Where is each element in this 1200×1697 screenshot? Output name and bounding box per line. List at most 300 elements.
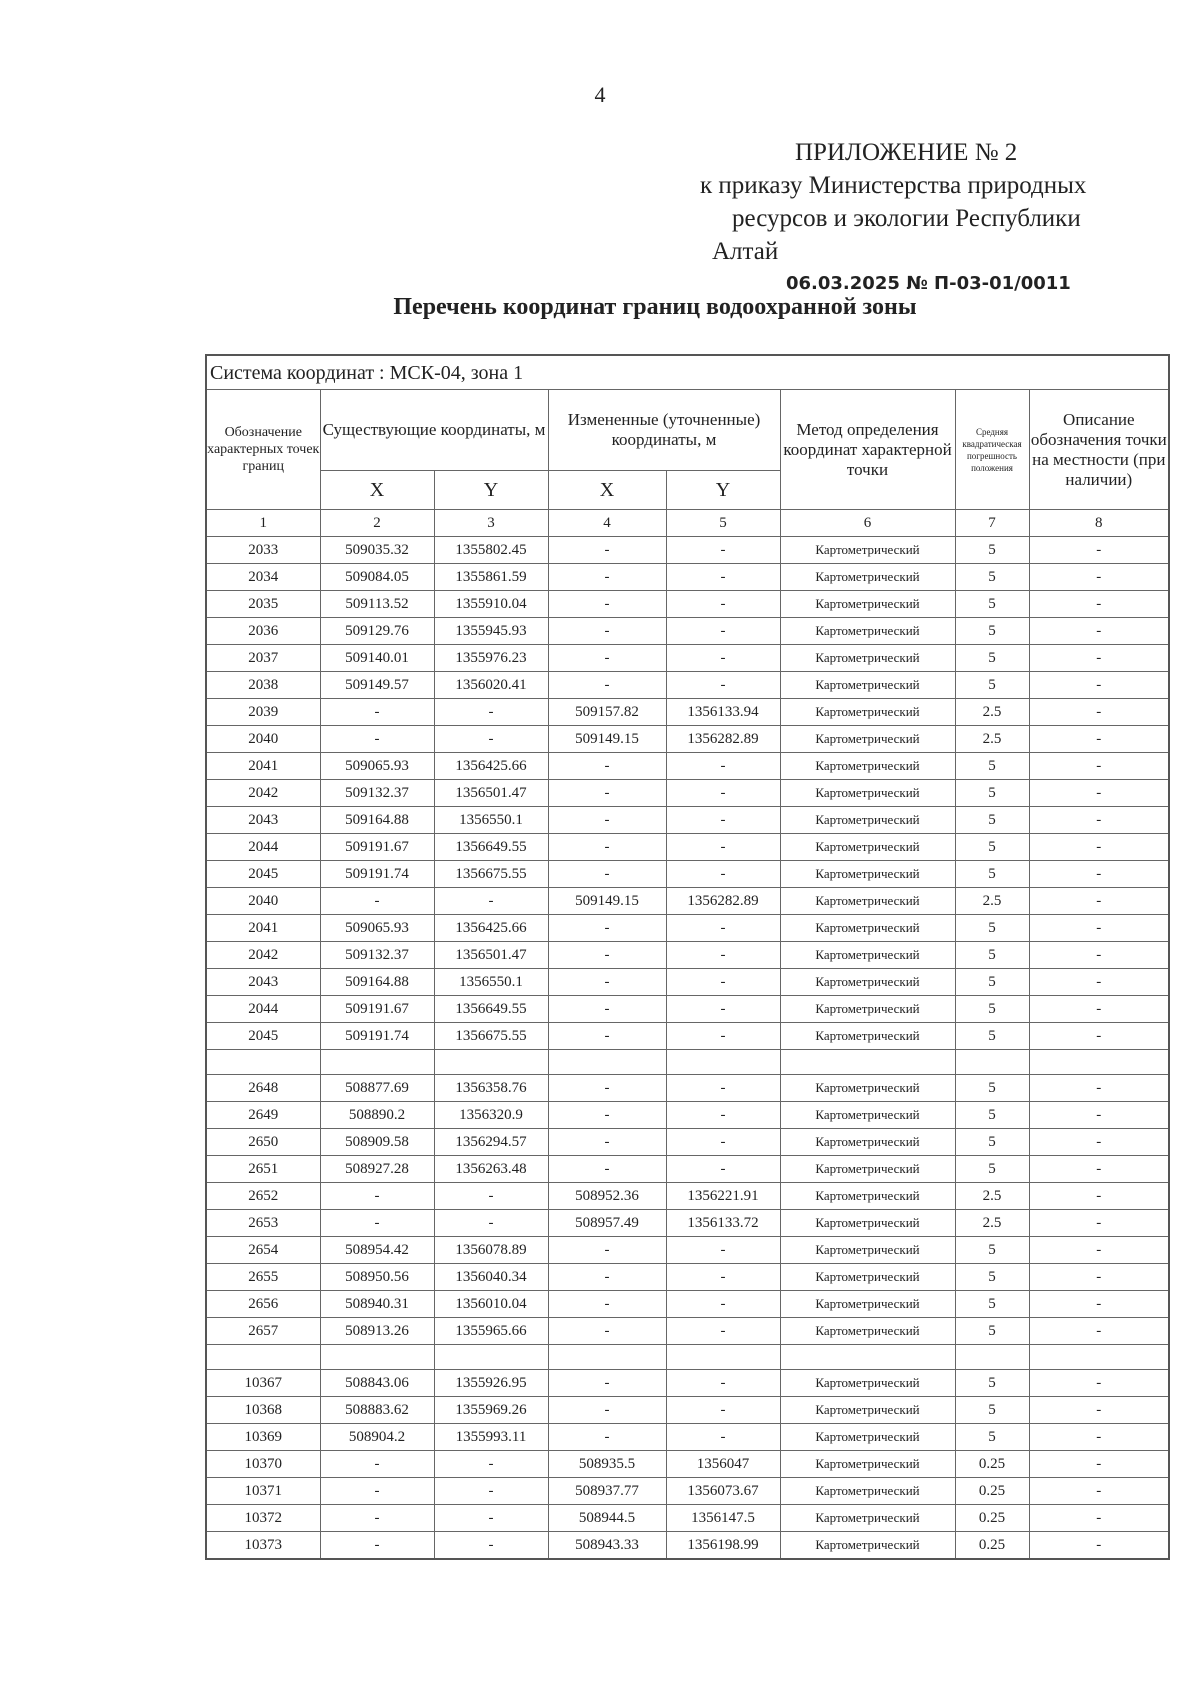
cell-changed-x — [548, 1050, 666, 1075]
cell-changed-y: - — [666, 969, 780, 996]
cell-accuracy: 5 — [955, 753, 1029, 780]
cell-existing-x: 509132.37 — [320, 942, 434, 969]
cell-point-id: 2037 — [206, 645, 320, 672]
cell-changed-y: - — [666, 1291, 780, 1318]
table-row — [206, 969, 1169, 996]
cell-existing-y: 1355910.04 — [434, 591, 548, 618]
table-row — [206, 1478, 1169, 1505]
cell-accuracy: 5 — [955, 1318, 1029, 1345]
cell-existing-y: 1356649.55 — [434, 996, 548, 1023]
cell-method: Картометрический — [780, 888, 955, 915]
cell-changed-y: - — [666, 1370, 780, 1397]
cell-accuracy: 5 — [955, 780, 1029, 807]
cell-accuracy: 5 — [955, 1237, 1029, 1264]
cell-existing-y: 1356425.66 — [434, 753, 548, 780]
table-row — [206, 1183, 1169, 1210]
cell-method: Картометрический — [780, 537, 955, 564]
cell-changed-y: - — [666, 1318, 780, 1345]
cell-accuracy: 2.5 — [955, 888, 1029, 915]
cell-description: - — [1029, 672, 1169, 699]
cell-existing-x: 509084.05 — [320, 564, 434, 591]
cell-description: - — [1029, 1183, 1169, 1210]
cell-method: Картометрический — [780, 1291, 955, 1318]
cell-description: - — [1029, 699, 1169, 726]
cell-existing-x: 508950.56 — [320, 1264, 434, 1291]
cell-method: Картометрический — [780, 915, 955, 942]
cell-description: - — [1029, 1102, 1169, 1129]
header-row — [206, 390, 1169, 471]
cell-method — [780, 1050, 955, 1075]
cell-changed-y: - — [666, 807, 780, 834]
cell-existing-x: 508890.2 — [320, 1102, 434, 1129]
cell-description: - — [1029, 1023, 1169, 1050]
cell-point-id: 2038 — [206, 672, 320, 699]
cell-existing-x: 509132.37 — [320, 780, 434, 807]
order-reference: 06.03.2025 № П-03-01/0011 — [786, 273, 1071, 294]
cell-existing-y: - — [434, 1478, 548, 1505]
cell-existing-x: 509065.93 — [320, 753, 434, 780]
cell-description — [1029, 1345, 1169, 1370]
cell-description: - — [1029, 645, 1169, 672]
cell-existing-x: 509191.74 — [320, 861, 434, 888]
cell-existing-y: 1355965.66 — [434, 1318, 548, 1345]
page-number: 4 — [594, 82, 606, 107]
header-existing-x: X — [320, 471, 434, 510]
cell-changed-x: - — [548, 807, 666, 834]
cell-method: Картометрический — [780, 1075, 955, 1102]
cell-existing-x: 509149.57 — [320, 672, 434, 699]
cell-existing-x: - — [320, 1451, 434, 1478]
cell-existing-x: 508883.62 — [320, 1397, 434, 1424]
cell-changed-x: - — [548, 1370, 666, 1397]
cell-changed-x: - — [548, 537, 666, 564]
cell-description: - — [1029, 861, 1169, 888]
cell-point-id: 10372 — [206, 1505, 320, 1532]
cell-existing-x: - — [320, 888, 434, 915]
table-row — [206, 996, 1169, 1023]
cell-existing-y: - — [434, 1532, 548, 1560]
table-row — [206, 1505, 1169, 1532]
cell-method: Картометрический — [780, 969, 955, 996]
cell-point-id: 2034 — [206, 564, 320, 591]
cell-changed-y: - — [666, 1075, 780, 1102]
table-row — [206, 618, 1169, 645]
cell-description: - — [1029, 753, 1169, 780]
cell-existing-y: 1356501.47 — [434, 780, 548, 807]
cell-changed-y: - — [666, 591, 780, 618]
cell-existing-y: 1356501.47 — [434, 942, 548, 969]
cell-description: - — [1029, 1156, 1169, 1183]
table-row — [206, 591, 1169, 618]
cell-changed-y: - — [666, 1424, 780, 1451]
column-number: 6 — [780, 510, 955, 537]
table-row — [206, 699, 1169, 726]
cell-accuracy: 5 — [955, 996, 1029, 1023]
document-title: Перечень координат границ водоохранной зоны — [393, 294, 917, 320]
cell-accuracy: 5 — [955, 1291, 1029, 1318]
header-accuracy: Средняя квадратическая погрешность положения — [955, 390, 1029, 510]
cell-existing-y: 1355976.23 — [434, 645, 548, 672]
cell-point-id: 10368 — [206, 1397, 320, 1424]
table-row — [206, 672, 1169, 699]
cell-changed-x: - — [548, 1129, 666, 1156]
cell-method: Картометрический — [780, 1102, 955, 1129]
cell-description: - — [1029, 1370, 1169, 1397]
appendix-header — [700, 136, 1170, 268]
blank-separator-row — [206, 1050, 1169, 1075]
cell-changed-x: - — [548, 834, 666, 861]
cell-existing-y: 1356550.1 — [434, 807, 548, 834]
cell-method: Картометрический — [780, 1505, 955, 1532]
cell-changed-y: - — [666, 996, 780, 1023]
cell-accuracy: 2.5 — [955, 699, 1029, 726]
table-row — [206, 1397, 1169, 1424]
cell-existing-x: - — [320, 1478, 434, 1505]
cell-method: Картометрический — [780, 591, 955, 618]
cell-accuracy — [955, 1345, 1029, 1370]
cell-changed-y: - — [666, 1156, 780, 1183]
cell-changed-y: 1356198.99 — [666, 1532, 780, 1560]
cell-existing-x: 509035.32 — [320, 537, 434, 564]
cell-point-id: 2033 — [206, 537, 320, 564]
cell-accuracy: 0.25 — [955, 1532, 1029, 1560]
cell-changed-x: - — [548, 645, 666, 672]
table-row — [206, 1370, 1169, 1397]
cell-changed-x: - — [548, 1102, 666, 1129]
cell-changed-x: 508943.33 — [548, 1532, 666, 1560]
table-row — [206, 564, 1169, 591]
cell-existing-x: 508913.26 — [320, 1318, 434, 1345]
cell-existing-x: 509191.67 — [320, 834, 434, 861]
cell-changed-y: - — [666, 564, 780, 591]
cell-accuracy: 5 — [955, 969, 1029, 996]
cell-method: Картометрический — [780, 1023, 955, 1050]
cell-accuracy: 5 — [955, 1075, 1029, 1102]
table-row — [206, 645, 1169, 672]
cell-existing-y: 1356550.1 — [434, 969, 548, 996]
cell-point-id: 2656 — [206, 1291, 320, 1318]
cell-point-id: 2043 — [206, 969, 320, 996]
cell-existing-x: - — [320, 699, 434, 726]
cell-accuracy: 5 — [955, 564, 1029, 591]
cell-changed-y: 1356073.67 — [666, 1478, 780, 1505]
cell-description: - — [1029, 1318, 1169, 1345]
cell-changed-x: 508944.5 — [548, 1505, 666, 1532]
cell-changed-x: 508935.5 — [548, 1451, 666, 1478]
cell-existing-y: 1356649.55 — [434, 834, 548, 861]
cell-description: - — [1029, 1478, 1169, 1505]
cell-description: - — [1029, 564, 1169, 591]
cell-changed-x: 508957.49 — [548, 1210, 666, 1237]
cell-point-id: 2650 — [206, 1129, 320, 1156]
cell-description: - — [1029, 1505, 1169, 1532]
cell-description: - — [1029, 996, 1169, 1023]
cell-description: - — [1029, 618, 1169, 645]
cell-accuracy — [955, 1050, 1029, 1075]
cell-accuracy: 5 — [955, 807, 1029, 834]
cell-existing-y: - — [434, 1210, 548, 1237]
table-row — [206, 1156, 1169, 1183]
column-number: 5 — [666, 510, 780, 537]
cell-description: - — [1029, 1424, 1169, 1451]
cell-existing-x: - — [320, 1532, 434, 1560]
cell-changed-y: - — [666, 672, 780, 699]
cell-accuracy: 5 — [955, 1370, 1029, 1397]
table-row — [206, 915, 1169, 942]
cell-point-id: 2042 — [206, 942, 320, 969]
cell-point-id — [206, 1345, 320, 1370]
cell-changed-x: - — [548, 996, 666, 1023]
cell-accuracy: 0.25 — [955, 1478, 1029, 1505]
cell-existing-x: - — [320, 1210, 434, 1237]
cell-changed-x: - — [548, 1237, 666, 1264]
cell-point-id: 2042 — [206, 780, 320, 807]
cell-existing-y: 1356425.66 — [434, 915, 548, 942]
cell-changed-y: - — [666, 645, 780, 672]
cell-changed-y: - — [666, 1129, 780, 1156]
table-row — [206, 753, 1169, 780]
cell-method: Картометрический — [780, 1370, 955, 1397]
cell-existing-y: 1355802.45 — [434, 537, 548, 564]
cell-accuracy: 5 — [955, 537, 1029, 564]
cell-method: Картометрический — [780, 699, 955, 726]
cell-description: - — [1029, 915, 1169, 942]
cell-method: Картометрический — [780, 618, 955, 645]
coordinates-table — [205, 354, 1170, 1560]
cell-existing-y: 1355926.95 — [434, 1370, 548, 1397]
cell-description: - — [1029, 726, 1169, 753]
cell-existing-x: 509164.88 — [320, 969, 434, 996]
cell-existing-x: 509164.88 — [320, 807, 434, 834]
coordinate-system-label: Система координат : МСК-04, зона 1 — [206, 355, 1169, 390]
table-row — [206, 1318, 1169, 1345]
cell-existing-y: 1356675.55 — [434, 861, 548, 888]
cell-method: Картометрический — [780, 672, 955, 699]
cell-accuracy: 5 — [955, 591, 1029, 618]
cell-method: Картометрический — [780, 1318, 955, 1345]
cell-method: Картометрический — [780, 996, 955, 1023]
cell-existing-x: 508927.28 — [320, 1156, 434, 1183]
cell-method: Картометрический — [780, 1424, 955, 1451]
column-number: 2 — [320, 510, 434, 537]
cell-description: - — [1029, 1129, 1169, 1156]
cell-accuracy: 0.25 — [955, 1505, 1029, 1532]
table-row — [206, 1532, 1169, 1560]
header-method: Метод определения координат характерной точки — [780, 390, 955, 510]
cell-changed-y: - — [666, 1102, 780, 1129]
cell-changed-y: - — [666, 537, 780, 564]
cell-accuracy: 2.5 — [955, 1183, 1029, 1210]
cell-accuracy: 5 — [955, 618, 1029, 645]
cell-existing-x — [320, 1050, 434, 1075]
cell-method: Картометрический — [780, 942, 955, 969]
cell-method: Картометрический — [780, 1264, 955, 1291]
cell-existing-y: - — [434, 726, 548, 753]
cell-accuracy: 5 — [955, 672, 1029, 699]
cell-point-id: 2039 — [206, 699, 320, 726]
cell-changed-x: - — [548, 672, 666, 699]
table-row — [206, 537, 1169, 564]
header-changed: Измененные (уточненные) координаты, м — [548, 390, 780, 471]
cell-existing-x: - — [320, 1505, 434, 1532]
cell-method: Картометрический — [780, 726, 955, 753]
cell-existing-x: 509129.76 — [320, 618, 434, 645]
table-body — [206, 537, 1169, 1560]
cell-changed-y: 1356282.89 — [666, 888, 780, 915]
cell-method: Картометрический — [780, 1532, 955, 1560]
cell-changed-x: - — [548, 591, 666, 618]
cell-description: - — [1029, 1451, 1169, 1478]
table-row — [206, 861, 1169, 888]
cell-accuracy: 5 — [955, 1424, 1029, 1451]
cell-changed-x: - — [548, 1424, 666, 1451]
cell-changed-x: - — [548, 915, 666, 942]
blank-separator-row — [206, 1345, 1169, 1370]
cell-description: - — [1029, 1532, 1169, 1560]
cell-point-id: 2045 — [206, 861, 320, 888]
cell-point-id: 2043 — [206, 807, 320, 834]
cell-changed-x: - — [548, 753, 666, 780]
cell-existing-y: 1355945.93 — [434, 618, 548, 645]
cell-description: - — [1029, 1237, 1169, 1264]
cell-method: Картометрический — [780, 1156, 955, 1183]
coordinate-system-row — [206, 355, 1169, 390]
cell-changed-y: - — [666, 1264, 780, 1291]
header-existing-y: Y — [434, 471, 548, 510]
cell-changed-x: - — [548, 1264, 666, 1291]
cell-changed-x: - — [548, 861, 666, 888]
cell-accuracy: 5 — [955, 861, 1029, 888]
cell-point-id: 2040 — [206, 726, 320, 753]
appendix-line-2: ресурсов и экологии Республики — [732, 205, 1081, 232]
cell-existing-y: - — [434, 699, 548, 726]
cell-accuracy: 5 — [955, 645, 1029, 672]
column-numbers-row — [206, 510, 1169, 537]
cell-accuracy: 2.5 — [955, 726, 1029, 753]
cell-changed-x: 509149.15 — [548, 726, 666, 753]
cell-accuracy: 2.5 — [955, 1210, 1029, 1237]
cell-accuracy: 5 — [955, 1102, 1029, 1129]
cell-changed-y: - — [666, 1023, 780, 1050]
table-row — [206, 807, 1169, 834]
column-number: 7 — [955, 510, 1029, 537]
cell-existing-y: 1356010.04 — [434, 1291, 548, 1318]
cell-changed-x: - — [548, 969, 666, 996]
cell-changed-y: 1356221.91 — [666, 1183, 780, 1210]
cell-changed-x: 508937.77 — [548, 1478, 666, 1505]
cell-existing-y — [434, 1345, 548, 1370]
cell-method: Картометрический — [780, 564, 955, 591]
cell-changed-y: 1356047 — [666, 1451, 780, 1478]
header-changed-x: X — [548, 471, 666, 510]
cell-description: - — [1029, 1291, 1169, 1318]
cell-existing-x: 509140.01 — [320, 645, 434, 672]
table-row — [206, 780, 1169, 807]
cell-description: - — [1029, 942, 1169, 969]
cell-point-id: 2652 — [206, 1183, 320, 1210]
cell-existing-x: 508904.2 — [320, 1424, 434, 1451]
cell-changed-x: - — [548, 1023, 666, 1050]
cell-existing-x: 509191.74 — [320, 1023, 434, 1050]
cell-method: Картометрический — [780, 1451, 955, 1478]
cell-existing-y — [434, 1050, 548, 1075]
cell-existing-y: - — [434, 1451, 548, 1478]
cell-existing-y: 1356263.48 — [434, 1156, 548, 1183]
cell-accuracy: 5 — [955, 1156, 1029, 1183]
appendix-line-3: Алтай — [712, 238, 779, 265]
cell-existing-y: 1356040.34 — [434, 1264, 548, 1291]
cell-description: - — [1029, 888, 1169, 915]
appendix-line-1: к приказу Министерства природных — [700, 172, 1087, 199]
cell-method: Картометрический — [780, 1129, 955, 1156]
table-row — [206, 1291, 1169, 1318]
table-row — [206, 942, 1169, 969]
cell-method: Картометрический — [780, 753, 955, 780]
cell-accuracy: 5 — [955, 942, 1029, 969]
cell-point-id: 2044 — [206, 996, 320, 1023]
cell-point-id: 2036 — [206, 618, 320, 645]
column-number: 3 — [434, 510, 548, 537]
cell-method: Картометрический — [780, 807, 955, 834]
table-row — [206, 1210, 1169, 1237]
cell-changed-x: - — [548, 942, 666, 969]
cell-method: Картометрический — [780, 1183, 955, 1210]
cell-existing-y: - — [434, 1505, 548, 1532]
appendix-title: ПРИЛОЖЕНИЕ № 2 — [795, 139, 1018, 166]
cell-changed-x: - — [548, 1318, 666, 1345]
header-description: Описание обозначения точки на местности (при наличии) — [1029, 390, 1169, 510]
cell-point-id: 2045 — [206, 1023, 320, 1050]
cell-accuracy: 5 — [955, 1129, 1029, 1156]
table-row — [206, 834, 1169, 861]
cell-changed-x: - — [548, 1397, 666, 1424]
cell-existing-x: 509113.52 — [320, 591, 434, 618]
cell-description: - — [1029, 1210, 1169, 1237]
cell-accuracy: 0.25 — [955, 1451, 1029, 1478]
cell-changed-x: 509149.15 — [548, 888, 666, 915]
cell-point-id: 2655 — [206, 1264, 320, 1291]
cell-point-id: 2648 — [206, 1075, 320, 1102]
cell-accuracy: 5 — [955, 834, 1029, 861]
cell-accuracy: 5 — [955, 1397, 1029, 1424]
cell-point-id: 2649 — [206, 1102, 320, 1129]
cell-changed-y — [666, 1050, 780, 1075]
cell-description: - — [1029, 1397, 1169, 1424]
cell-description: - — [1029, 591, 1169, 618]
cell-changed-y: - — [666, 915, 780, 942]
cell-method: Картометрический — [780, 1210, 955, 1237]
table-row — [206, 1237, 1169, 1264]
cell-changed-x — [548, 1345, 666, 1370]
cell-changed-x: - — [548, 780, 666, 807]
cell-method: Картометрический — [780, 645, 955, 672]
column-number: 8 — [1029, 510, 1169, 537]
cell-point-id: 2653 — [206, 1210, 320, 1237]
cell-method — [780, 1345, 955, 1370]
cell-existing-y: 1356320.9 — [434, 1102, 548, 1129]
cell-point-id: 2651 — [206, 1156, 320, 1183]
cell-existing-x: 509065.93 — [320, 915, 434, 942]
cell-description: - — [1029, 780, 1169, 807]
cell-point-id: 2041 — [206, 915, 320, 942]
cell-point-id: 10370 — [206, 1451, 320, 1478]
table-row — [206, 1424, 1169, 1451]
table-row — [206, 1075, 1169, 1102]
cell-point-id: 10373 — [206, 1532, 320, 1560]
cell-description: - — [1029, 969, 1169, 996]
cell-existing-x: 508877.69 — [320, 1075, 434, 1102]
cell-changed-x: 509157.82 — [548, 699, 666, 726]
